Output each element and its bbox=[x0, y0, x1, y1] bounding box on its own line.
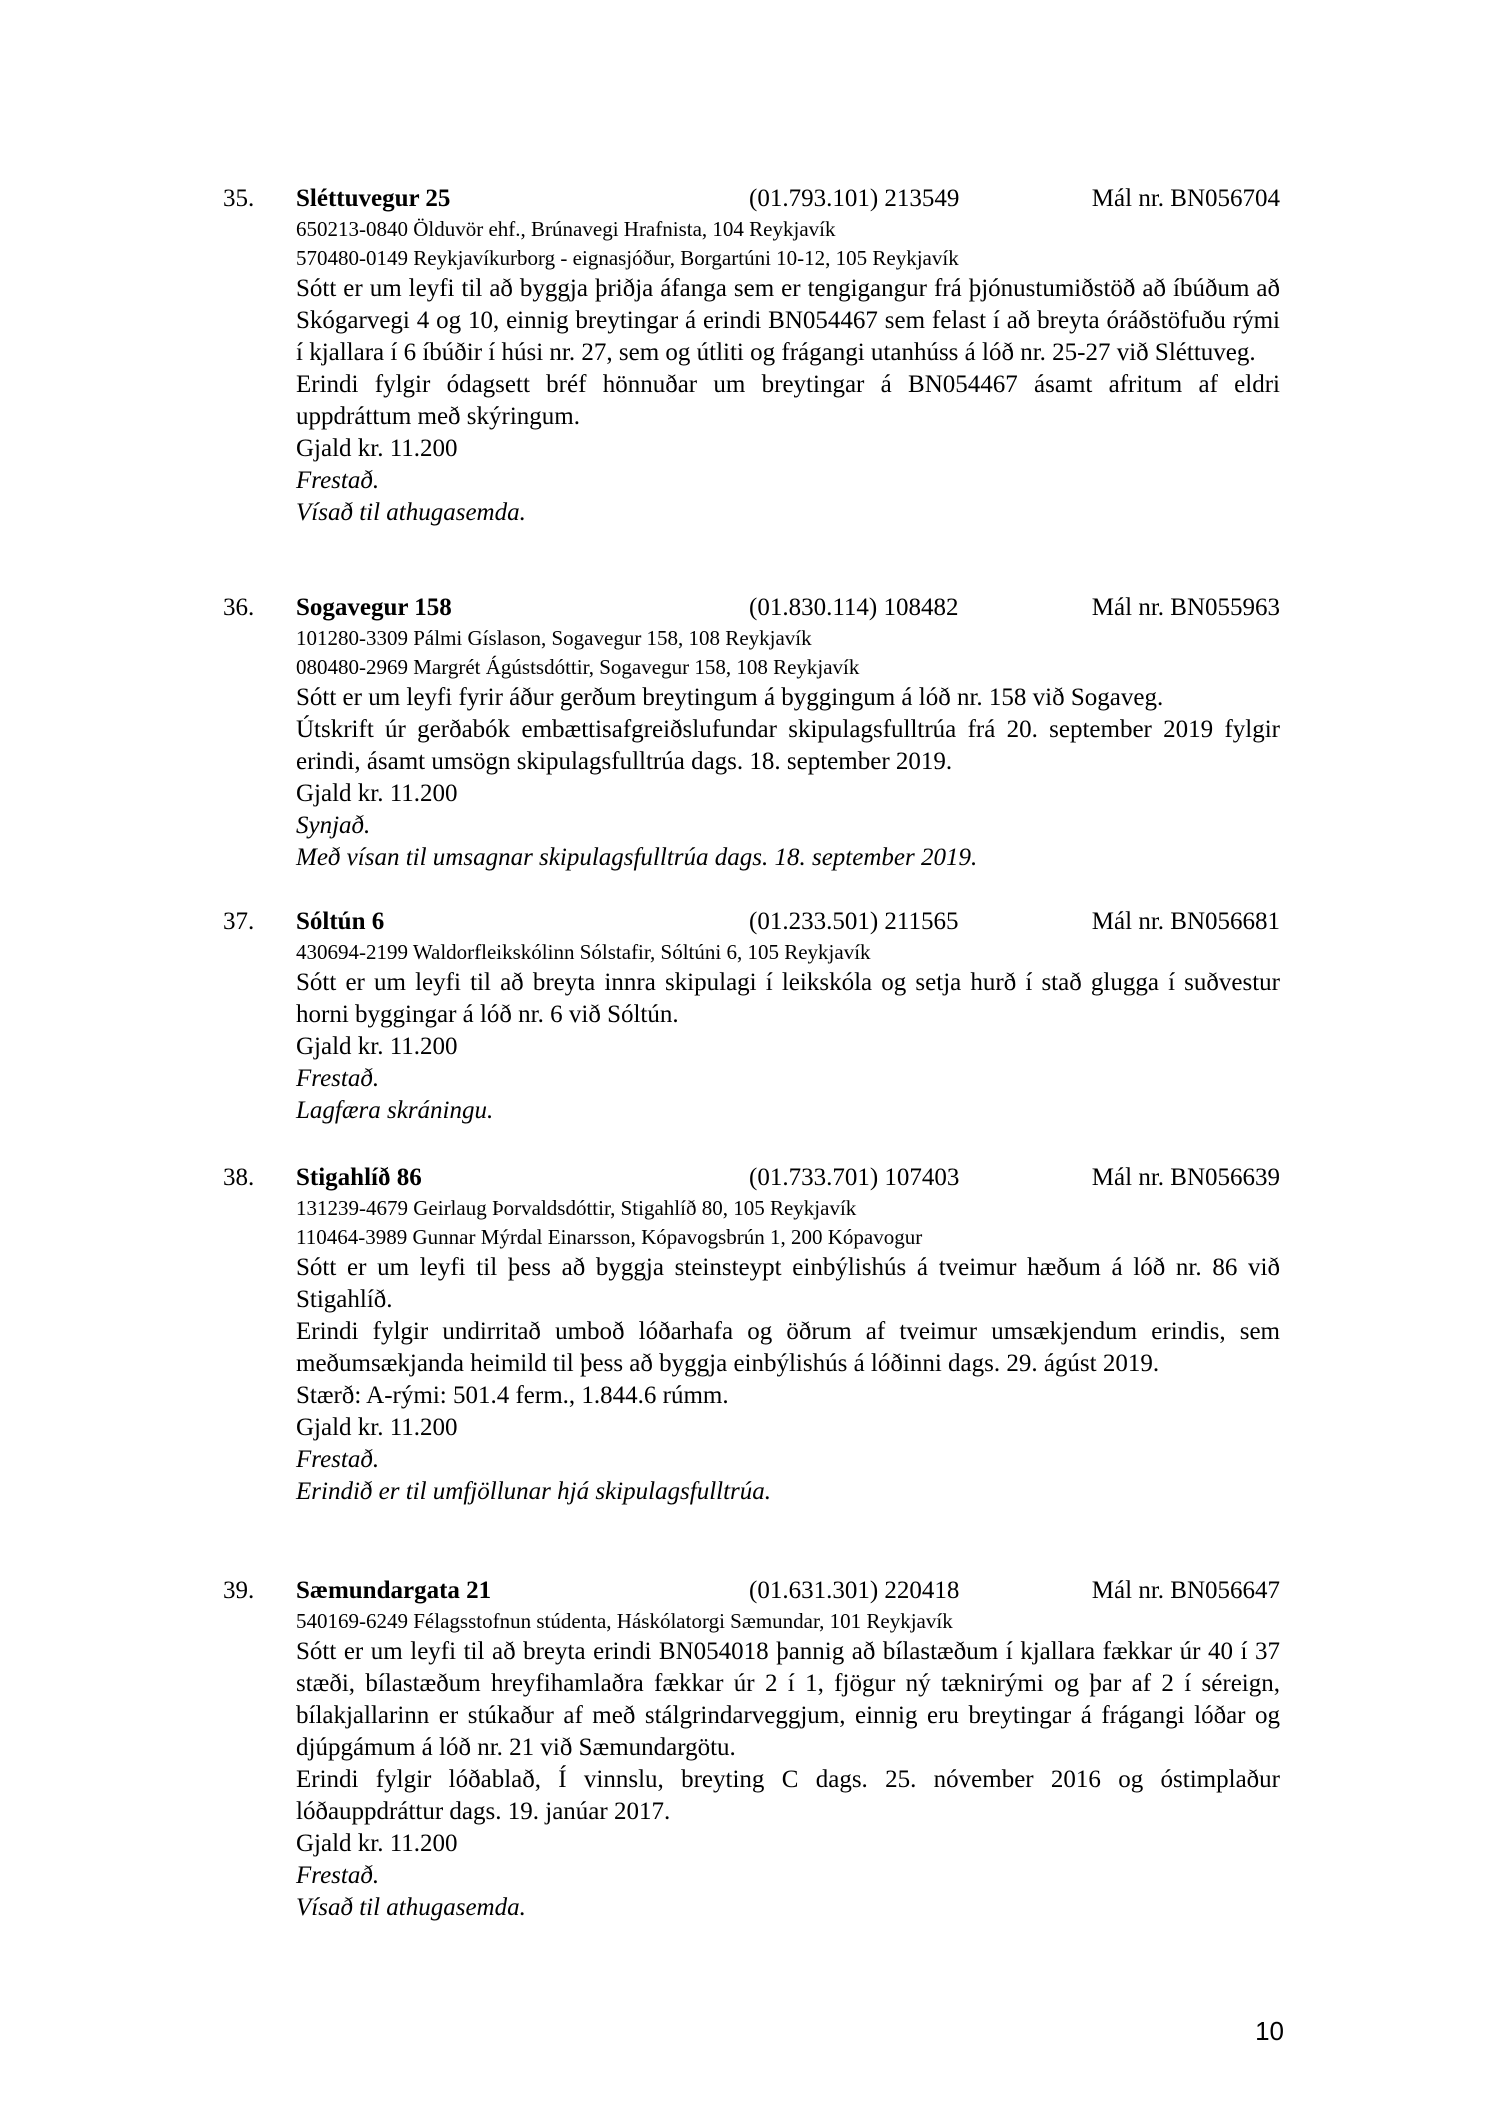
decision-note: Vísað til athugasemda. bbox=[296, 499, 526, 526]
decision: Frestað. bbox=[296, 1446, 380, 1473]
entry-header bbox=[223, 1162, 1280, 1194]
decision-note: Vísað til athugasemda. bbox=[296, 1894, 526, 1921]
fee: Gjald kr. 11.200 bbox=[296, 435, 458, 462]
entry-header bbox=[223, 1575, 1280, 1607]
fee: Gjald kr. 11.200 bbox=[296, 1830, 458, 1857]
entry-number: 37. bbox=[223, 908, 255, 935]
entry-case-number: Mál nr. BN056647 bbox=[1091, 1577, 1280, 1604]
decision: Frestað. bbox=[296, 1862, 380, 1889]
applicant: 110464-3989 Gunnar Mýrdal Einarsson, Kópavogsbrún 1, 200 Kópavogur bbox=[296, 1225, 923, 1249]
entry-36 bbox=[223, 592, 1280, 874]
applicant: 570480-0149 Reykjavíkurborg - eignasjóður, Borgartúni 10-12, 105 Reykjavík bbox=[296, 246, 959, 270]
entry-case-number: Mál nr. BN056704 bbox=[1091, 185, 1280, 212]
applicant: 101280-3309 Pálmi Gíslason, Sogavegur 158, 108 Reykjavík bbox=[296, 626, 812, 650]
entry-37 bbox=[223, 906, 1280, 1127]
entry-39 bbox=[223, 1575, 1280, 1924]
entry-35 bbox=[223, 183, 1280, 529]
entry-header bbox=[223, 906, 1280, 938]
entry-case-number: Mál nr. BN055963 bbox=[1091, 594, 1280, 621]
entry-case-number: Mál nr. BN056639 bbox=[1091, 1164, 1280, 1191]
applicant: 131239-4679 Geirlaug Þorvaldsdóttir, Stigahlíð 80, 105 Reykjavík bbox=[296, 1196, 857, 1220]
entry-land-id: (01.631.301) 220418 bbox=[749, 1577, 960, 1604]
entry-land-id: (01.793.101) 213549 bbox=[749, 185, 960, 212]
size-info: Stærð: A-rými: 501.4 ferm., 1.844.6 rúmm. bbox=[296, 1382, 729, 1409]
entry-body bbox=[296, 938, 1280, 1127]
applicant: 650213-0840 Ölduvör ehf., Brúnavegi Hrafnista, 104 Reykjavík bbox=[296, 217, 836, 241]
entry-number: 36. bbox=[223, 594, 255, 621]
entry-address: Sogavegur 158 bbox=[296, 594, 452, 621]
entry-number: 39. bbox=[223, 1577, 255, 1604]
entry-land-id: (01.233.501) 211565 bbox=[749, 908, 959, 935]
description: Sótt er um leyfi til þess að byggja steinsteypt einbýlishús á tveimur hæðum á lóð nr. 86 við Stigahlíð. bbox=[296, 1254, 1280, 1313]
entry-header bbox=[223, 183, 1280, 215]
description: Sótt er um leyfi til að breyta innra skipulagi í leikskóla og setja hurð í stað glugga í suðvestur horni byggingar á lóð nr. 6 við Sóltún. bbox=[296, 969, 1280, 1028]
entry-case-number: Mál nr. BN056681 bbox=[1091, 908, 1280, 935]
page-number: 10 bbox=[1255, 2016, 1284, 2046]
fee: Gjald kr. 11.200 bbox=[296, 1033, 458, 1060]
entry-body bbox=[296, 1194, 1280, 1508]
decision: Synjað. bbox=[296, 812, 371, 839]
applicant: 540169-6249 Félagsstofnun stúdenta, Háskólatorgi Sæmundar, 101 Reykjavík bbox=[296, 1609, 953, 1633]
description: Sótt er um leyfi fyrir áður gerðum breytingum á byggingum á lóð nr. 158 við Sogaveg. bbox=[296, 684, 1164, 711]
attachment-note: Erindi fylgir ódagsett bréf hönnuðar um breytingar á BN054467 ásamt afritum af eldri uppdráttum með skýringum. bbox=[296, 371, 1280, 430]
entry-address: Sæmundargata 21 bbox=[296, 1577, 492, 1604]
entry-body bbox=[296, 1607, 1280, 1924]
decision-note: Með vísan til umsagnar skipulagsfulltrúa dags. 18. september 2019. bbox=[296, 844, 978, 871]
attachment-note: Erindi fylgir lóðablað, Í vinnslu, breyting C dags. 25. nóvember 2016 og óstimplaður lóðauppdráttur dags. 19. janúar 2017. bbox=[296, 1766, 1280, 1825]
decision: Frestað. bbox=[296, 1065, 380, 1092]
attachment-note: Erindi fylgir undirritað umboð lóðarhafa og öðrum af tveimur umsækjendum erindis, sem meðumsækjanda heimild til þess að byggja einbýlishús á lóðinni dags. 29. ágúst 2019. bbox=[296, 1318, 1280, 1377]
decision-note: Erindið er til umfjöllunar hjá skipulagsfulltrúa. bbox=[296, 1478, 772, 1505]
description: Sótt er um leyfi til að breyta erindi BN054018 þannig að bílastæðum í kjallara fækkar úr 40 í 37 stæði, bílastæðum hreyfihamlaðra fækkar úr 2 í 1, fjögur ný tæknirými og þar af 2 í séreign, bílakjallarinn er stúkaður af með stálgrindarveggjum, einnig eru breytingar á frágangi lóðar og djúpgámum á lóð nr. 21 við Sæmundargötu. bbox=[296, 1638, 1280, 1761]
entry-address: Sléttuvegur 25 bbox=[296, 185, 451, 212]
fee: Gjald kr. 11.200 bbox=[296, 780, 458, 807]
entry-number: 35. bbox=[223, 185, 255, 212]
applicant: 430694-2199 Waldorfleikskólinn Sólstafir, Sóltúni 6, 105 Reykjavík bbox=[296, 940, 871, 964]
entry-header bbox=[223, 592, 1280, 624]
entry-address: Stigahlíð 86 bbox=[296, 1164, 422, 1191]
entry-land-id: (01.733.701) 107403 bbox=[749, 1164, 960, 1191]
entry-body bbox=[296, 624, 1280, 874]
decision: Frestað. bbox=[296, 467, 380, 494]
attachment-note: Útskrift úr gerðabók embættisafgreiðslufundar skipulagsfulltrúa frá 20. september 2019 fylgir erindi, ásamt umsögn skipulagsfulltrúa dags. 18. september 2019. bbox=[296, 716, 1280, 775]
entry-land-id: (01.830.114) 108482 bbox=[749, 594, 959, 621]
fee: Gjald kr. 11.200 bbox=[296, 1414, 458, 1441]
entry-number: 38. bbox=[223, 1164, 255, 1191]
entry-38 bbox=[223, 1162, 1280, 1508]
applicant: 080480-2969 Margrét Ágústsdóttir, Sogavegur 158, 108 Reykjavík bbox=[296, 655, 860, 679]
description: Sótt er um leyfi til að byggja þriðja áfanga sem er tengigangur frá þjónustumiðstöð að íbúðum að Skógarvegi 4 og 10, einnig breytingar á erindi BN054467 sem felast í að breyta óráðstöfuðu rými í kjallara í 6 íbúðir í húsi nr. 27, sem og útliti og frágangi utanhúss á lóð nr. 25-27 við Sléttuveg. bbox=[296, 275, 1280, 366]
entry-address: Sóltún 6 bbox=[296, 908, 385, 935]
entry-body bbox=[296, 215, 1280, 529]
decision-note: Lagfæra skráningu. bbox=[296, 1097, 494, 1124]
